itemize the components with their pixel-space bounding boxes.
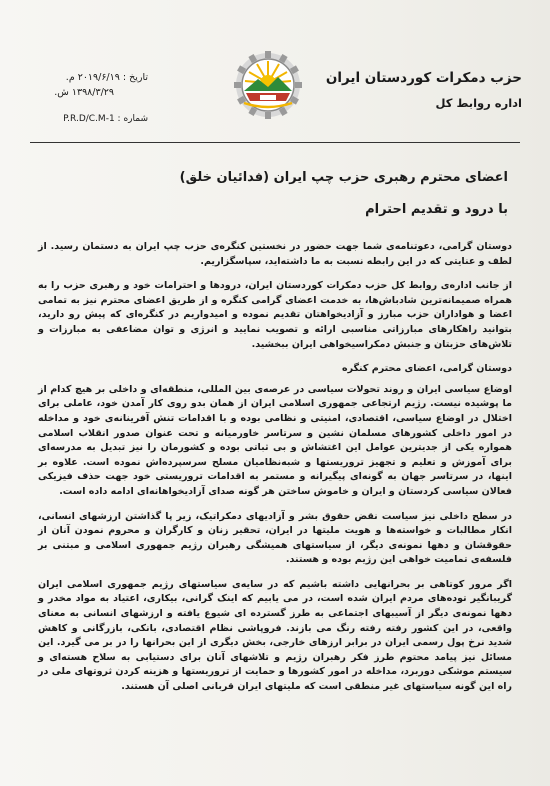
- section-salutation: دوستان گرامی، اعضای محترم کنگره: [341, 363, 512, 375]
- addressee-line: اعضای محترم رهبری حزب چپ ایران (فدائیان خلق): [179, 170, 508, 185]
- organization-name: حزب دمکرات کوردستان ایران: [325, 70, 522, 86]
- header-divider: [30, 142, 520, 143]
- date-gregorian: ۲۰۱۹/۶/۱۹ م.: [65, 72, 120, 83]
- date-label: تاریخ :: [122, 72, 148, 83]
- greeting-line: با درود و تقدیم احترام: [365, 202, 508, 217]
- paragraph: از جانب اداره‌ی روابط کل حزب دمکرات کوردستان ایران، درودها و احترامات خود و رهبری حزب را به همراه صمیمانه‌ترین شادباش‌ها، به خدمت اعضای گرامی کنگره و از طریق اعضای محترم نیز به تمامی اعضا و هواداران حزب مبارز و آزادیخواهتان تقدیم نموده و امیدواریم در کنگره‌ای که پیش رو دارید، بتوانید راهکارهای مبارزاتی مناسبی ارائه و تصویب نمایید و انرژی و توان مضاعفی به مبارزات و تلاش‌های حزبتان و جنبش دمکراسیخواهی ایران ببخشید.: [38, 280, 512, 350]
- party-emblem-icon: [233, 50, 303, 120]
- paragraph: اوضاع سیاسی ایران و روند تحولات سیاسی در عرصه‌ی بین المللی، منطقه‌ای و داخلی بر هیچ کدام از ما پوشیده نیست. رژیم ارتجاعی جمهوری اسلامی ایران از همان بدو روی کار آمدن خود، عاملی برای اختلال در اوضاع سیاسی، اقتصادی، امنیتی و نظامی بوده و با اقدامات تنش آفرینانه‌ی خود و مداخله در امور داخلی کشورهای مسلمان نشین و سرتاسر خاورمیانه و تحت عنوان صدور انقلاب اسلامی همواره یکی از جدیترین عوامل این اغتشاش و بی ثباتی بوده و کشورمان را نیز تبدیل به مدرسه‌ای برای آموزش و تعلیم و تجهیز تروریستها و شبه‌نظامیان مسلح سرسپرده‌اش نموده است. علاوه بر اینها، در سرتاسر جهان به گونه‌ای پیگیرانه و مستمر به اقدامات تروریستی خود جهت حذف فیزیکی فعالان سیاسی کردستان و ایران و خاموش ساختن هر گونه صدای آزادیخواهانه‌ای ادامه داده است.: [38, 383, 512, 497]
- paragraph: دوستان گرامی، دعوتنامه‌ی شما جهت حضور در نخستین کنگره‌ی حزب چپ ایران به دستمان رسید. از لطف و عنایتی که در این رابطه نسبت به ما داشته‌اید، سپاسگزاریم.: [38, 241, 512, 267]
- date-persian: ۱۳۹۸/۳/۲۹ ش.: [54, 87, 114, 98]
- letterhead: [28, 58, 522, 128]
- number-value: P.R.D/C.M-1: [63, 114, 115, 124]
- paragraph: اگر مرور کوتاهی بر بحرانهایی داشته باشیم که در سایه‌ی سیاستهای رژیم جمهوری اسلامی ایران گریبانگیر توده‌های مردم ایران شده است، در می یابیم که اینک گرانی، بیکاری، اعتیاد به مواد مخدر و دهها نمونه‌ی دیگر از آسیبهای اجتماعی به طرز گسترده ای شیوع یافته و ارزشهای انسانی به معنای واقعی، در این کشور رفته رفته رنگ می بازند. فروپاشی نظام اقتصادی، بانکی، بازرگانی و کاهش شدید نرخ پول رسمی ایران در برابر ارزهای خارجی، بخش دیگری از این بحرانها را در بر می گیرد. این مسائل نیز پیامد محتوم طرز فکر رهبران رژیم و تلاشهای آنان برای دستیابی به سلاح هسته‌ای و سیستم موشکی دوربرد، مداخله در امور کشورها و حمایت از تروریستها و هزینه کردن ثروتهای ملی در راه این گونه سیاستهای غیر منطقی است که ملیتهای ایران قربانی اصلی آن هستند.: [38, 578, 512, 693]
- number-label: شماره :: [117, 114, 148, 124]
- paragraph: در سطح داخلی نیز سیاست نقض حقوق بشر و آزادیهای دمکراتیک، زیر پا گذاشتن ارزشهای انسانی، انکار مطالبات و خواسته‌ها و هویت ملیتها در ایران، تحقیر زنان و کارگران و محروم نمودن آنان از حقوقشان و دهها نمونه‌ی دیگر، از سیاستهای همیشگی رهبران رژیم جمهوری اسلامی و مبتنی بر فلسفه‌ی تمامیت خواهی این رژیم بوده و هستند.: [38, 510, 512, 566]
- letter-body: [38, 240, 512, 705]
- date-block: [28, 70, 148, 100]
- reference-number: [28, 114, 148, 124]
- department-name: اداره روابط کل: [435, 96, 522, 110]
